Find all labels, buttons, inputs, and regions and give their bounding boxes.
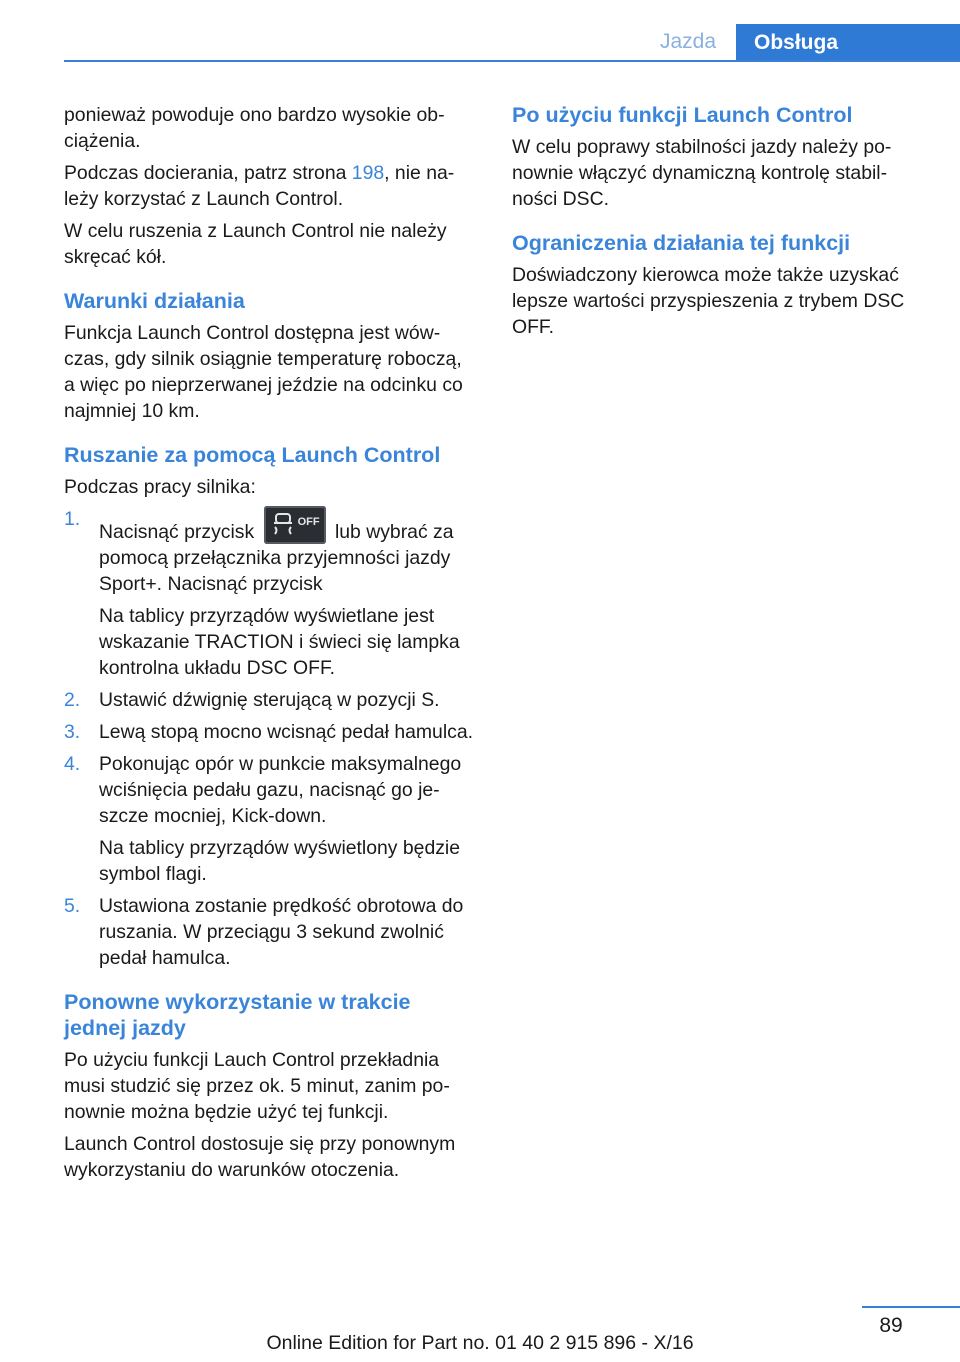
list-item-step-3 bbox=[64, 719, 476, 745]
off-label: OFF bbox=[297, 516, 320, 528]
paragraph-limits: Doświadczony kierowca może także uzyskać lepsze wartości przyspieszenia z trybem DSC OFF. bbox=[512, 264, 905, 338]
step-number: 2. bbox=[64, 689, 81, 711]
heading-reuse: Ponowne wykorzystanie w trakcie jednej jazdy bbox=[64, 990, 411, 1040]
page-link-198[interactable]: 198 bbox=[351, 162, 385, 184]
paragraph-after-use: W celu poprawy stabilności jazdy należy ponownie włączyć dynamiczną kontrolę stabilności DSC. bbox=[512, 136, 892, 210]
step-number: 5. bbox=[64, 895, 81, 917]
list-item-step-4 bbox=[64, 751, 476, 887]
step-text-pre: Nacisnąć przycisk bbox=[99, 521, 260, 543]
step-text-post: lub wybrać za pomocą przełącznika przyjemności jazdy Sport+. Nacisnąć przycisk bbox=[99, 521, 454, 595]
heading-limits: Ograniczenia działania tej funkcji bbox=[512, 231, 851, 255]
step-number: 1. bbox=[64, 508, 81, 530]
right-column bbox=[512, 102, 912, 346]
section-tab-jazda[interactable]: Jazda bbox=[659, 30, 717, 53]
edition-footer: Online Edition for Part no. 01 40 2 915 896 - X/16 bbox=[266, 1332, 694, 1354]
break-in-text-end: , nie należy korzystać z Launch Control. bbox=[64, 162, 455, 210]
steps-list bbox=[64, 506, 476, 971]
car-skid-icon bbox=[270, 511, 296, 537]
step-text: Ustawiona zostanie prędkość obrotowa do ruszania. W przeciągu 3 sekund zwolnić pedał hamulca. bbox=[99, 895, 464, 969]
break-in-text: Podczas docierania, patrz strona bbox=[64, 162, 352, 184]
step-note: Na tablicy przyrządów wyświetlony będzie symbol flagi. bbox=[99, 837, 461, 885]
paragraph-reuse-2: Launch Control dostosuje się przy ponownym wykorzystaniu do warunków otoczenia. bbox=[64, 1133, 456, 1181]
list-item-step-2 bbox=[64, 687, 476, 713]
dsc-off-button-icon bbox=[264, 506, 326, 544]
heading-after-use: Po użyciu funkcji Launch Control bbox=[512, 103, 853, 127]
step-text bbox=[99, 506, 476, 597]
step-text: Lewą stopą mocno wcisnąć pedał hamulca. bbox=[99, 721, 474, 743]
left-column bbox=[64, 102, 476, 1189]
paragraph-conditions: Funkcja Launch Control dostępna jest wówczas, gdy silnik osiągnie temperaturę roboczą, a więc po nieprzerwanej jeździe na odcinku co najmniej 10 km. bbox=[64, 322, 463, 422]
list-item-step-5 bbox=[64, 893, 476, 971]
paragraph-reuse-1: Po użyciu funkcji Lauch Control przekładnia musi studzić się przez ok. 5 minut, zanim ponownie można będzie użyć tej funkcji. bbox=[64, 1049, 450, 1123]
step-note: Na tablicy przyrządów wyświetlane jest wskazanie TRACTION i świeci się lampka kontrolna układu DSC OFF. bbox=[99, 605, 460, 679]
page-header bbox=[0, 0, 960, 64]
step-number: 4. bbox=[64, 753, 81, 775]
paragraph-steering: W celu ruszenia z Launch Control nie należy skręcać kół. bbox=[64, 220, 447, 268]
header-rule bbox=[64, 60, 960, 62]
paragraph-intro: ponieważ powoduje ono bardzo wysokie obciążenia. bbox=[64, 104, 445, 152]
heading-start: Ruszanie za pomocą Launch Control bbox=[64, 443, 441, 467]
footer-rule bbox=[862, 1306, 960, 1308]
paragraph-break-in bbox=[64, 160, 476, 212]
section-tab-obsluga[interactable]: Obsługa bbox=[736, 24, 960, 62]
step-number: 3. bbox=[64, 721, 81, 743]
page-number: 89 bbox=[879, 1314, 903, 1337]
list-item-step-1 bbox=[64, 506, 476, 681]
paragraph-start: Podczas pracy silnika: bbox=[64, 476, 256, 498]
step-text: Ustawić dźwignię sterującą w pozycji S. bbox=[99, 689, 440, 711]
step-text: Pokonując opór w punkcie maksymalnego wciśnięcia pedału gazu, nacisnąć go jeszcze mocniej, Kick-down. bbox=[99, 753, 462, 827]
heading-conditions: Warunki działania bbox=[64, 289, 245, 313]
